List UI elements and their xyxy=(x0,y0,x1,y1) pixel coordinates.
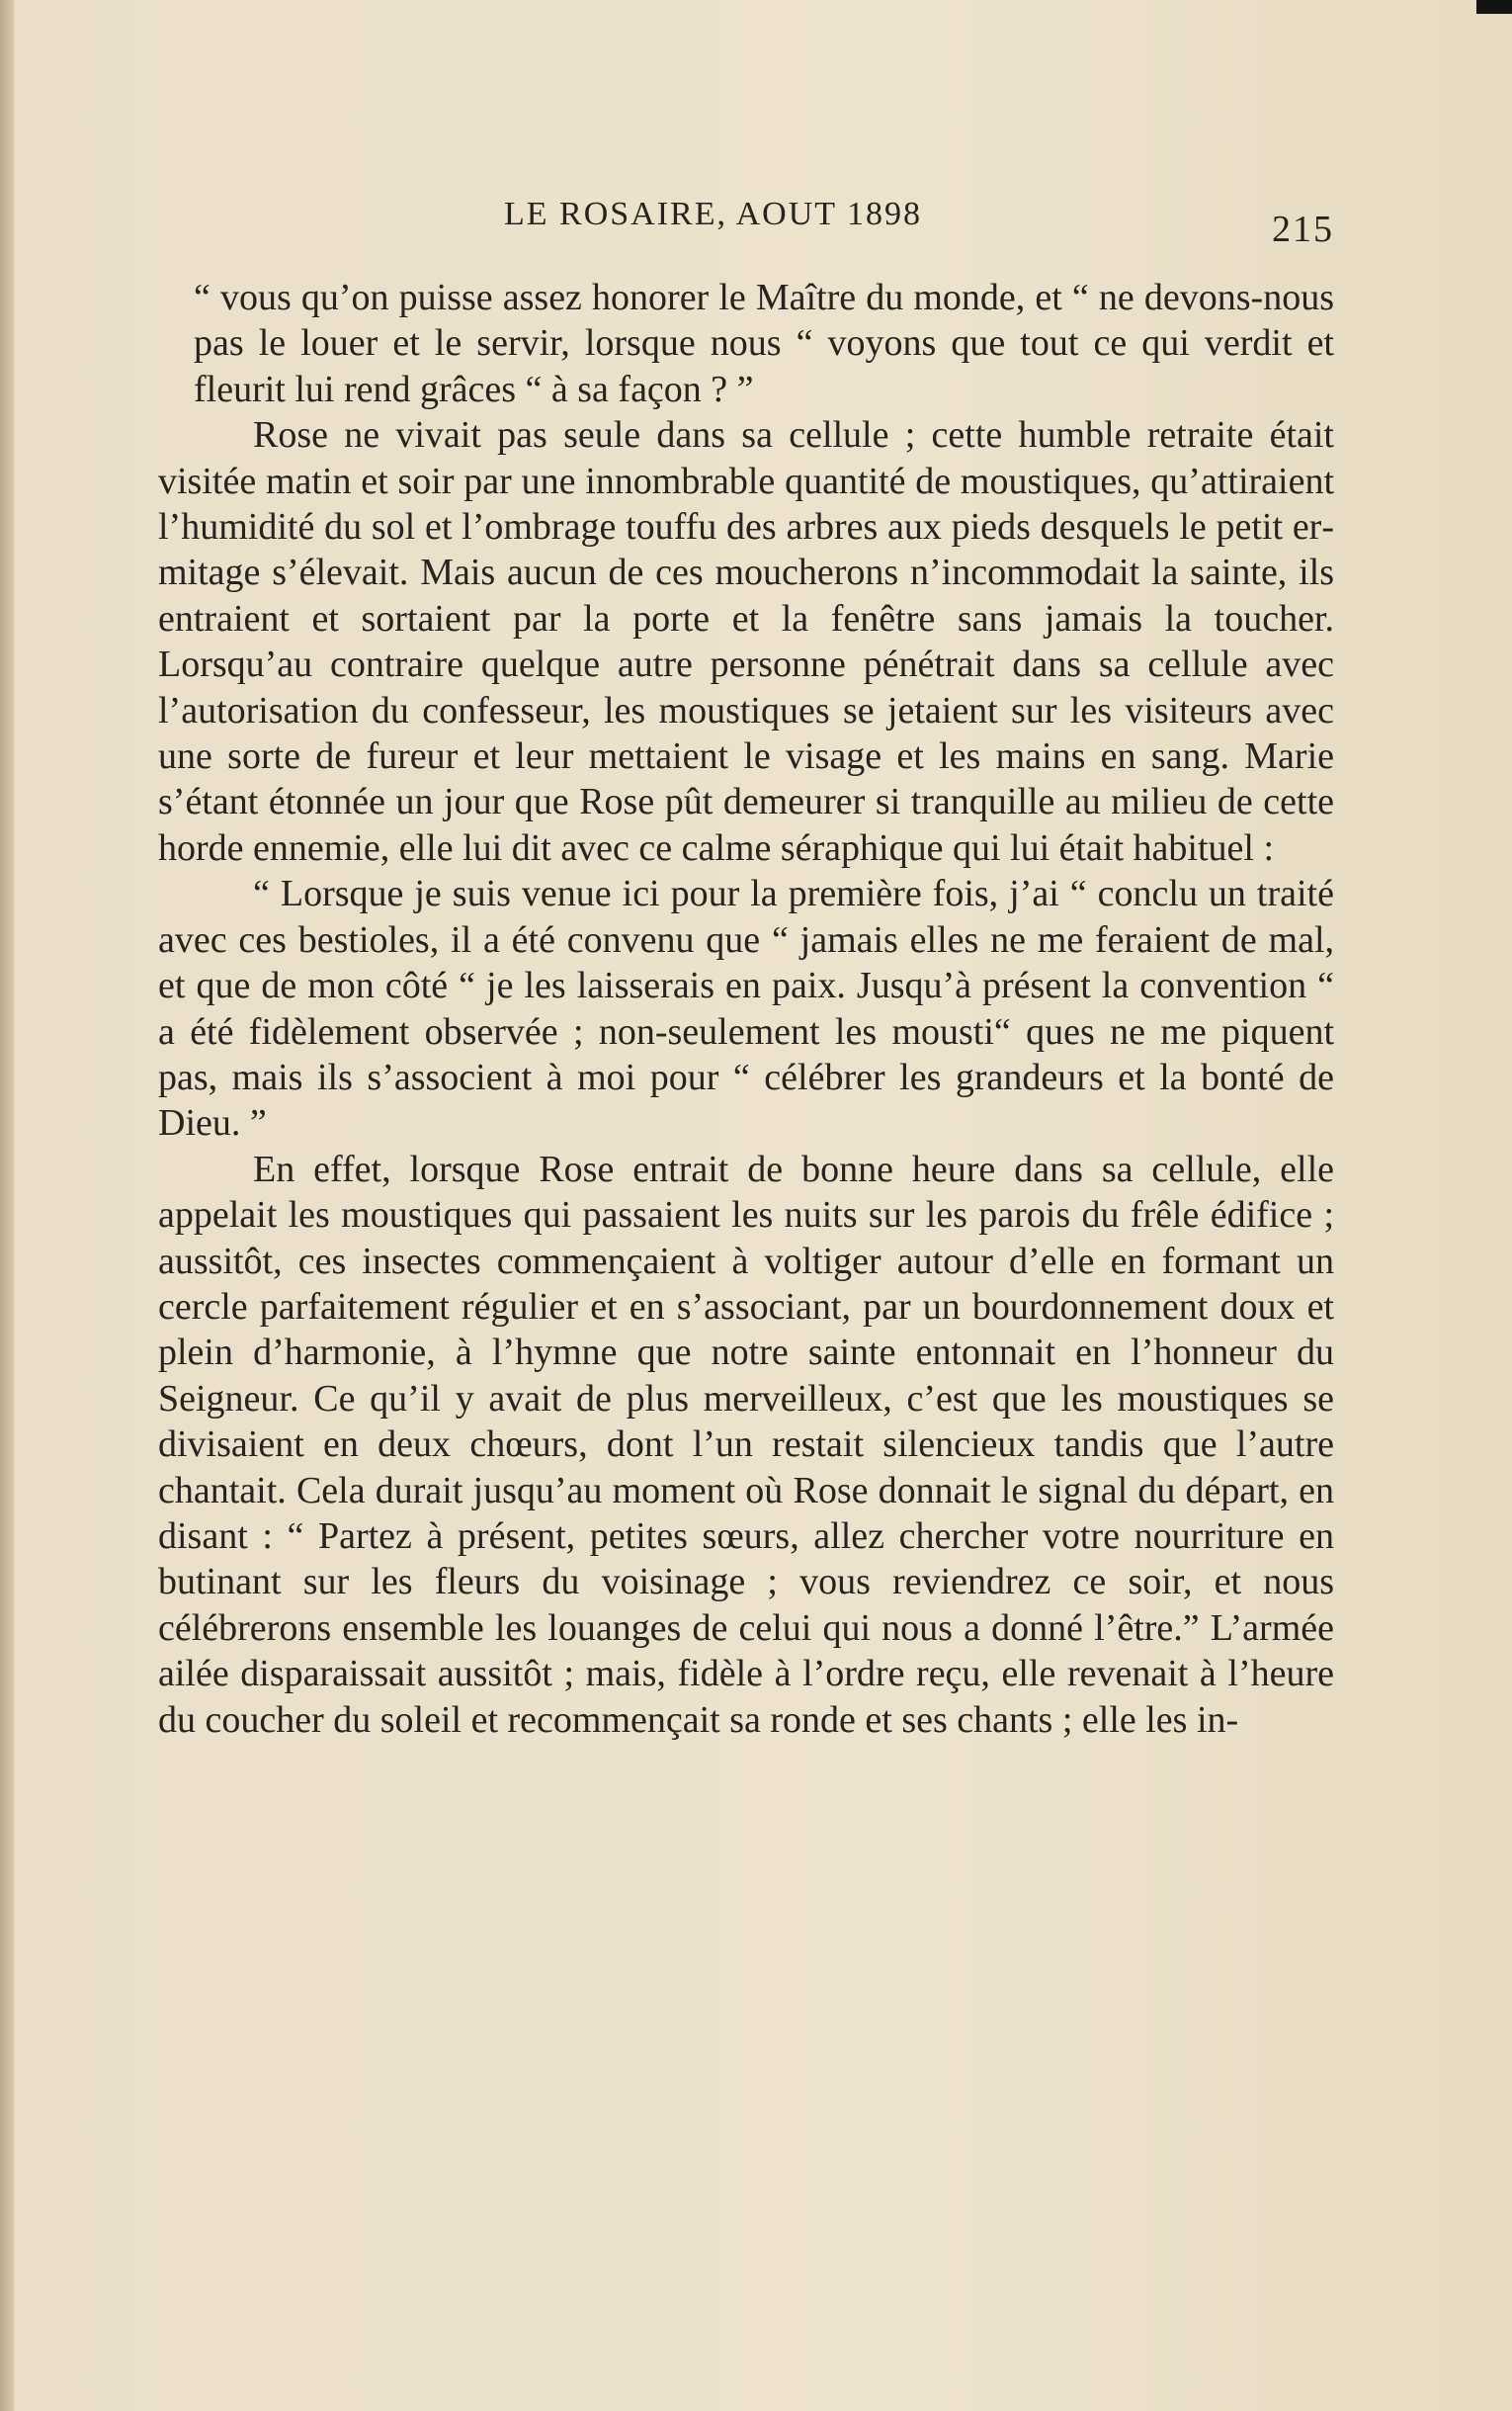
paragraph-quote-continuation: “ vous qu’on puisse assez honorer le Maître du monde, et “ ne devons-nous pas le louer et le servir, lorsque nous “ voyons que tout ce qui verdit et fleurit lui rend grâces “ à sa façon ? ” xyxy=(194,277,1334,410)
page-header xyxy=(158,196,1334,250)
paragraph-choir: En effet, lorsque Rose entrait de bonne heure dans sa cellule, elle appelait les moustiques qui passaient les nuits sur les parois du frêle édifice ; aussitôt, ces insectes commençaient à voltiger autour d’elle en formant un cercle parfaitement régulier et en s’associant, par un bourdonnement doux et plein d’harmonie, à l’hymne que notre sainte entonnait en l’honneur du Seigneur. Ce qu’il y avait de plus merveilleux, c’est que les moustiques se divisaient en deux chœurs, dont l’un restait silencieux tandis que l’autre chantait. Cela durait jusqu’au moment où Rose donnait le signal du départ, en disant : “ Partez à présent, petites sœurs, allez chercher votre nourriture en butinant sur les fleurs du voisinage ; vous reviendrez ce soir, et nous célébrerons ensemble les louanges de celui qui nous a donné l’être.” L’armée ailée disparaissait aussitôt ; mais, fidèle à l’ordre reçu, elle revenait à l’heure du coucher du soleil et recommençait sa ronde et ses chants ; elle les in- xyxy=(158,1148,1334,1741)
page-number: 215 xyxy=(1272,209,1334,250)
scan-corner xyxy=(1476,0,1512,14)
paragraph-mosquitoes: Rose ne vivait pas seule dans sa cellule ; cette humble retraite était visitée matin et soir par une innombrable quantité de moustiques, qu’attiraient l’humidité du sol et l’ombrage touffu des arbres aux pieds desquels le petit ermitage s’élevait. Mais aucun de ces moucherons n’incommodait la sainte, ils entraient et sortaient par la porte et la fenêtre sans jamais la toucher. Lorsqu’au contraire quelque autre personne pénétrait dans sa cellule avec l’autorisation du confesseur, les moustiques se jetaient sur les visiteurs avec une sorte de fureur et leur mettaient le visage et les mains en sang. Marie s’étant étonnée un jour que Rose pût demeurer si tranquille au milieu de cette horde ennemie, elle lui dit avec ce calme séraphique qui lui était habituel : xyxy=(158,414,1334,869)
body-text xyxy=(158,275,1334,1743)
running-title: LE ROSAIRE, AOUT 1898 xyxy=(504,196,922,232)
binding-gutter xyxy=(0,0,14,2411)
paragraph-rose-reply: “ Lorsque je suis venue ici pour la première fois, j’ai “ conclu un traité avec ces bestioles, il a été convenu que “ jamais elles ne me feraient de mal, et que de mon côté “ je les laisserais en paix. Jusqu’à présent la convention “ a été fidèlement observée ; non-seulement les mousti“ ques ne me piquent pas, mais ils s’associent à moi pour “ célébrer les grandeurs et la bonté de Dieu. ” xyxy=(158,873,1334,1145)
